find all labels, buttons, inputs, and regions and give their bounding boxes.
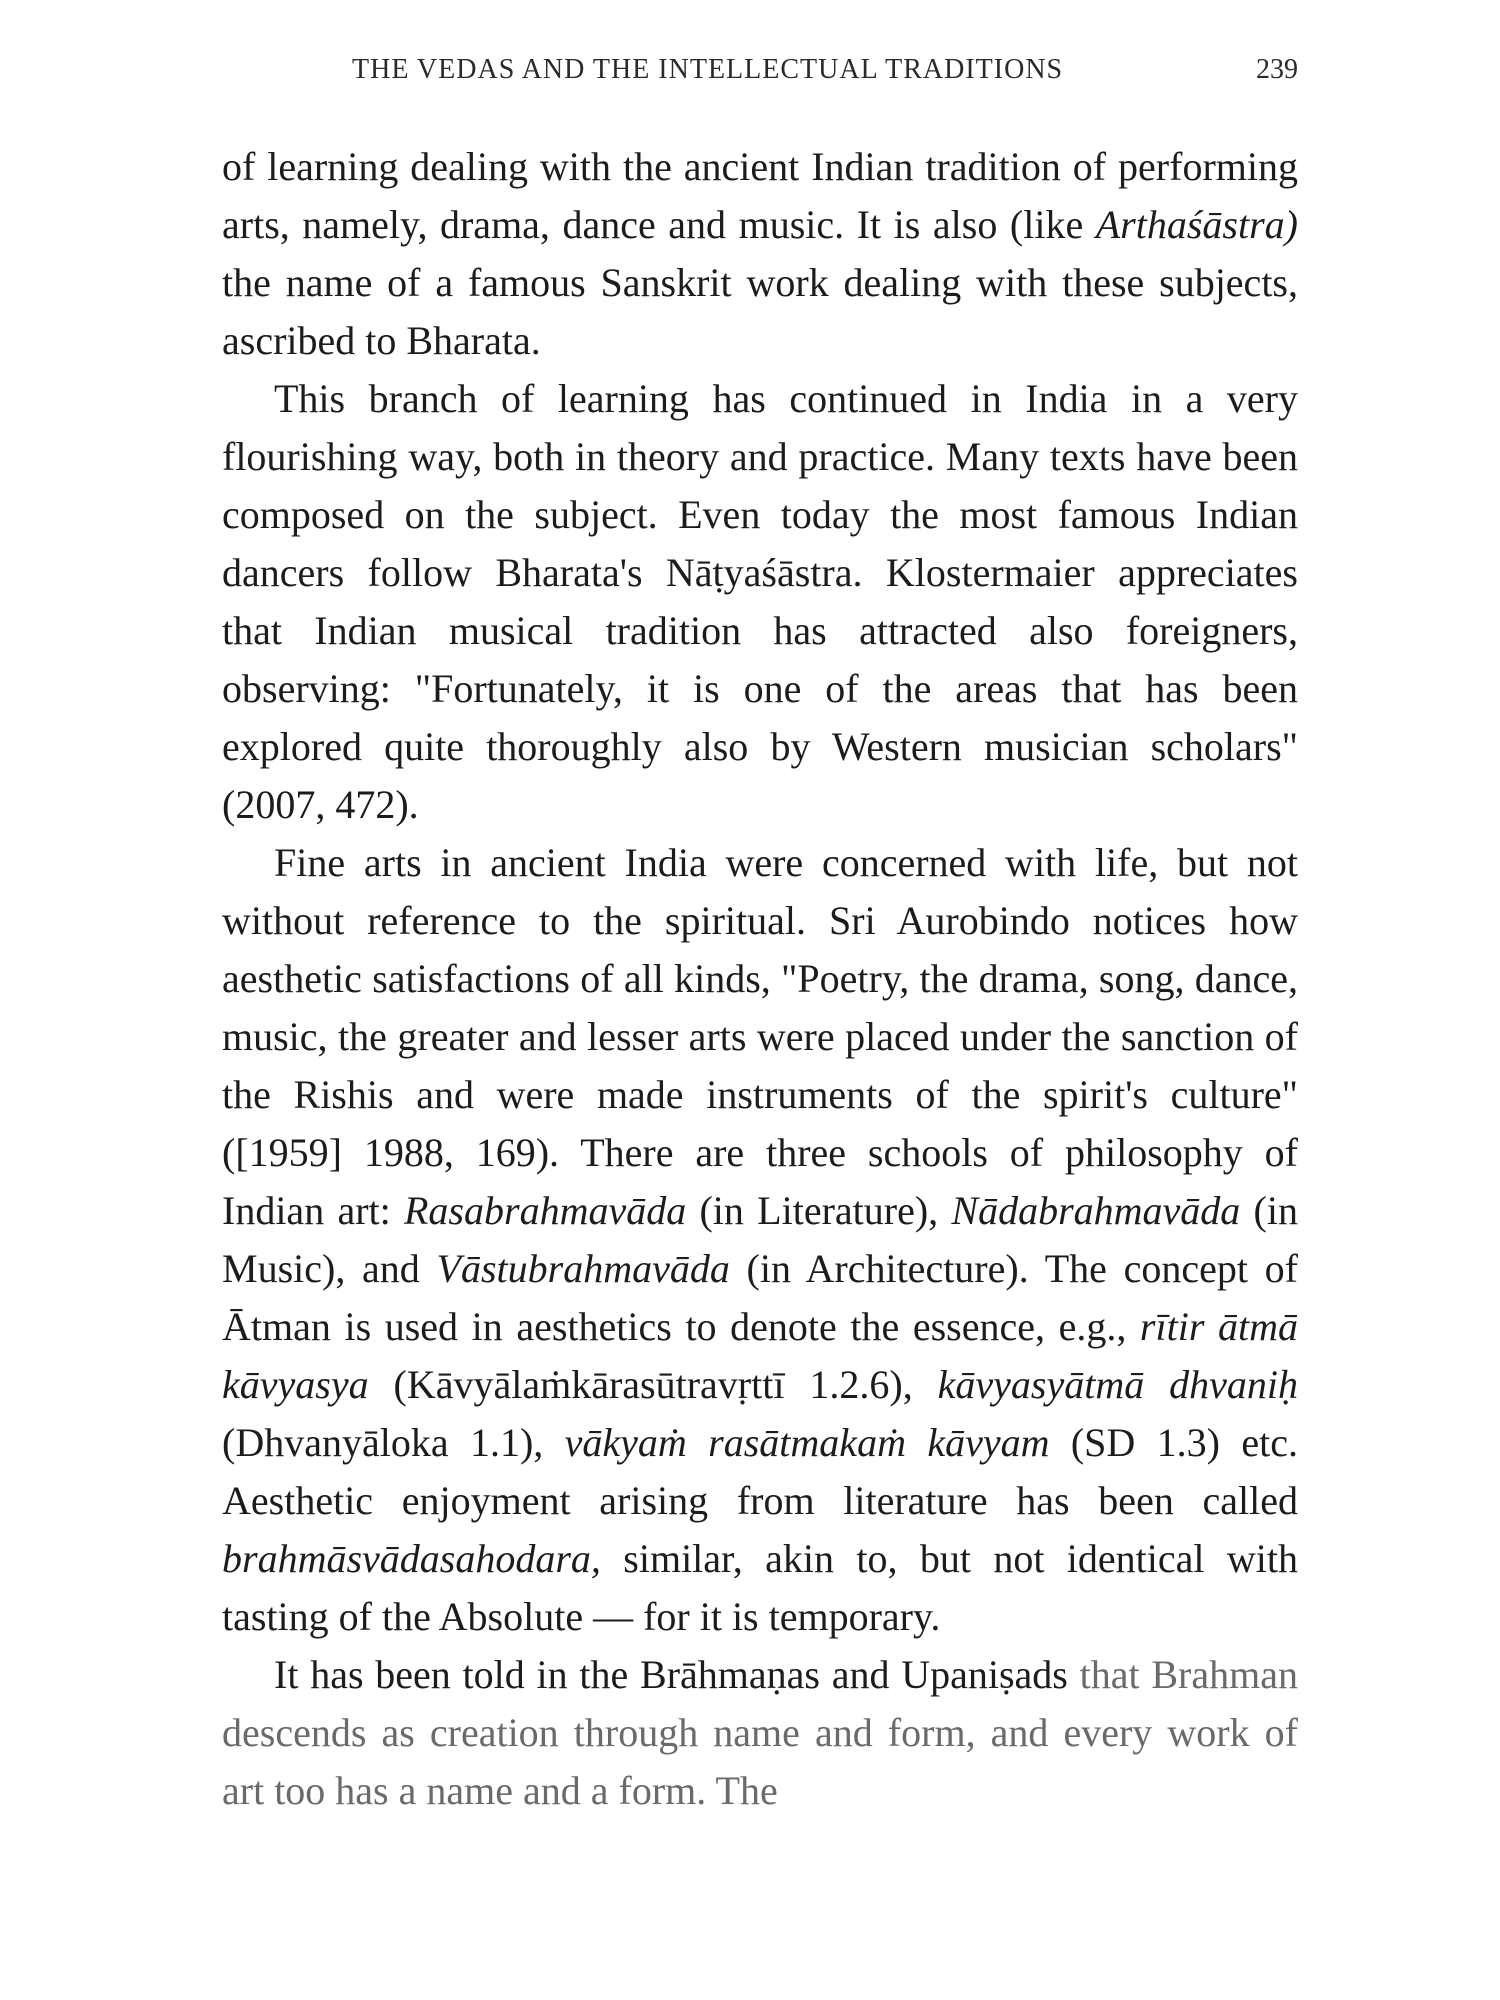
italic-quote-vakyam: vākyaṁ rasātmakaṁ kāvyam: [564, 1420, 1050, 1465]
fine-arts-text: (SD 1.3) etc. Aesthetic enjoyment arising from literature has been called: [222, 1420, 1298, 1523]
fine-arts-text-end: similar, akin to, but not identical with tasting of the Absolute — for it is temporary.: [222, 1536, 1298, 1639]
paragraph-brahman: [222, 1646, 1298, 1820]
fine-arts-text: (Dhvanyāloka 1.1),: [222, 1420, 565, 1465]
paragraph-fine-arts: [222, 834, 1298, 1646]
brahman-text: It has been told in the Brāhmaṇas and Upaniṣads: [274, 1652, 1080, 1697]
paragraph-continued: [222, 138, 1298, 370]
italic-term-nadabrahmavada: Nādabrahmavāda: [951, 1188, 1241, 1233]
brahman-text-faded: that Brahman descends as creation through name and form, and every work of art too has a name and a form. The: [222, 1652, 1298, 1813]
running-head-title: THE VEDAS AND THE INTELLECTUAL TRADITIONS: [352, 54, 1064, 85]
page-number: 239: [1256, 54, 1298, 85]
fine-arts-text: (in Literature),: [686, 1188, 952, 1233]
fine-arts-text: (in Music), and: [222, 1188, 1298, 1291]
italic-quote-ritir-atma: rītir ātmā kāvyasya: [222, 1304, 1298, 1407]
italic-term-arthasastra: Arthaśāstra): [1095, 202, 1298, 247]
paragraph-1-text: of learning dealing with the ancient Indian tradition of performing arts, namely, drama, dance and music. It is also (like: [222, 144, 1298, 247]
fine-arts-text: Fine arts in ancient India were concerned with life, but not without reference to the spiritual. Sri Aurobindo notices how aesthetic satisfactions of all kinds, "Poetry, the drama, song, dance, music, the greater and lesser arts were placed under the sanction of the Rishis and were made instruments of the spirit's culture" ([1959] 1988, 169). There are three schools of philosophy of Indian art:: [222, 840, 1298, 1233]
italic-term-vastubrahmavada: Vāstubrahmavāda: [436, 1246, 730, 1291]
running-head: [222, 50, 1298, 96]
paragraph-natyasastra: This branch of learning has continued in India in a very flourishing way, both in theory and practice. Many texts have been composed on the subject. Even today the most famous Indian dancers follow Bharata's Nāṭyaśāstra. Klostermaier appreciates that Indian musical tradition has attracted also foreigners, observing: "Fortunately, it is one of the areas that has been explored quite thoroughly also by Western musician scholars" (2007, 472).: [222, 376, 1298, 827]
body-text: [222, 138, 1298, 1820]
italic-quote-kavyasyatma: kāvyasyātmā dhvaniḥ: [937, 1362, 1298, 1407]
fine-arts-text: (in Architecture). The concept of Ātman is used in aesthetics to denote the essence, e.g.,: [222, 1246, 1299, 1349]
italic-term-brahmasvadasahodara: brahmāsvādasahodara,: [222, 1536, 601, 1581]
italic-term-rasabrahmavada: Rasabrahmavāda: [404, 1188, 687, 1233]
paragraph-1-text-end: the name of a famous Sanskrit work dealing with these subjects, ascribed to Bharata.: [222, 260, 1298, 363]
fine-arts-text: (Kāvyālaṁkārasūtravṛttī 1.2.6),: [368, 1362, 938, 1407]
